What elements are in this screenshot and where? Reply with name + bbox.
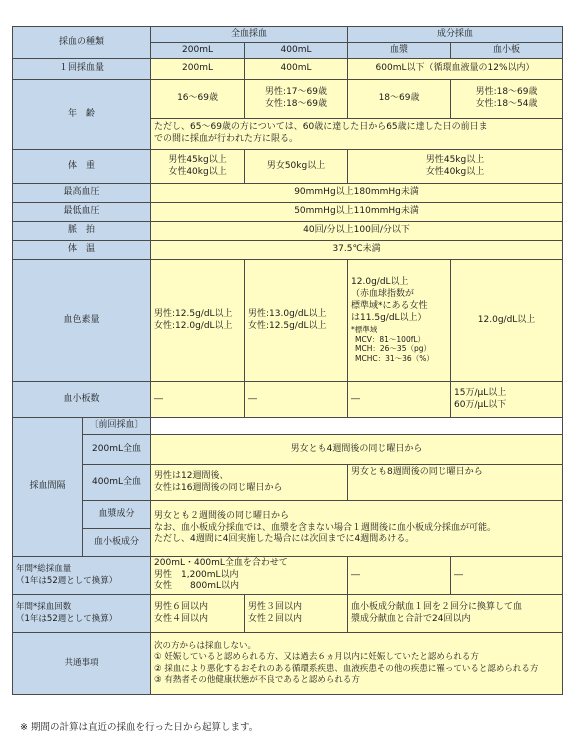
common-value: [151, 633, 563, 695]
hemoglobin-400: [245, 260, 348, 382]
hemoglobin-plasma-line: MCHC：31～36（%）: [355, 354, 434, 363]
hemoglobin-plasma-line: （赤血球指数が: [351, 289, 415, 300]
pulse-value: 40回/分以上100回/分以下: [151, 222, 563, 241]
hemoglobin-400-female: 女性:12.5g/dL以上: [248, 320, 327, 331]
common-line: ② 採血により悪化するおそれのある循環系疾患、血液疾患その他の疾患に罹っていると認められる方: [154, 663, 539, 674]
annual-volume-label-line-2: （1年は52週として換算）: [16, 575, 118, 586]
hemoglobin-plasma-line: *標準域: [351, 324, 378, 334]
hemoglobin-400-male: 男性:13.0g/dL以上: [248, 308, 327, 319]
interval-400-component: 男女とも8週間後の同じ曜日から: [348, 465, 563, 501]
temp-value: 37.5℃未満: [151, 241, 563, 260]
hemoglobin-200-female: 女性:12.0g/dL以上: [154, 320, 233, 331]
weight-component-female: 女性40kg以上: [425, 166, 485, 177]
common-label: 共通事項: [13, 633, 151, 695]
weight-component-male: 男性45kg以上: [425, 154, 485, 165]
hemoglobin-200-male: 男性:12.5g/dL以上: [154, 308, 233, 319]
annual-volume-label: [13, 557, 151, 595]
weight-200-male: 男性45kg以上: [168, 154, 227, 165]
platelet-count-label: 血小板数: [13, 382, 151, 418]
platelet-count-max: 60万/μL以下: [454, 399, 507, 410]
interval-200-label: 200mL全血: [83, 435, 151, 465]
annual-count-200-female: 女性４回以内: [154, 613, 209, 624]
header-component: 成分採血: [348, 27, 563, 43]
hemoglobin-platelet: 12.0g/dL以上: [451, 260, 563, 382]
common-line: ① 妊娠していると認められる方、又は過去６ヵ月以内に妊娠していたと認められる方: [154, 652, 479, 663]
annual-count-200-male: 男性６回以内: [154, 601, 209, 612]
volume-label: １回採血量: [13, 59, 151, 80]
annual-count-label-line-2: （1年は52週として換算）: [16, 613, 118, 624]
annual-volume-line-1: 200mL・400mL全血を合わせて: [154, 557, 288, 568]
header-col-200ml: 200mL: [151, 43, 245, 59]
header-col-platelet: 血小板: [451, 43, 563, 59]
annual-count-400-male: 男性３回以内: [248, 601, 303, 612]
age-200: 16～69歳: [151, 80, 245, 119]
interval-prev-label: 〔前回採血〕: [83, 418, 151, 435]
annual-count-label-line-1: 年間*採血回数: [16, 602, 72, 613]
age-platelet-male: 男性:18～69歳: [475, 87, 538, 98]
age-400-male: 男性:17～69歳: [265, 87, 327, 98]
hemoglobin-plasma: [348, 260, 451, 382]
hemoglobin-label: 血色素量: [13, 260, 151, 382]
common-line: ③ 有熱者その他健康状態が不良であると認められる方: [154, 674, 360, 685]
annual-count-400-female: 女性２回以内: [248, 613, 303, 624]
weight-200-female: 女性40kg以上: [168, 166, 227, 177]
interval-prev-blank: [151, 418, 563, 435]
footnote: ※ 期間の計算は直近の採血を行った日から起算します。: [20, 722, 259, 733]
annual-volume-whole: [151, 557, 348, 595]
weight-200: [151, 150, 245, 184]
interval-label: 採血間隔: [13, 418, 83, 557]
volume-400: 400mL: [245, 59, 348, 80]
annual-count-component: [348, 595, 563, 633]
volume-200: 200mL: [151, 59, 245, 80]
hemoglobin-plasma-line: MCH：26～35（pg）: [355, 344, 431, 354]
systolic-value: 90mmHg以上180mmHg未満: [151, 184, 563, 203]
blood-donation-criteria-table: [12, 26, 563, 695]
hemoglobin-plasma-line: は11.5g/dL以上）: [351, 312, 427, 323]
common-line: 次の方からは採血しない。: [154, 640, 257, 651]
annual-volume-female: 女性 800mL以内: [154, 581, 239, 592]
annual-volume-platelet: ―: [451, 557, 563, 595]
age-400: [245, 80, 348, 119]
interval-component-value: [151, 501, 563, 557]
age-platelet-female: 女性:18～54歳: [475, 99, 538, 109]
annual-count-component-line-2: 漿成分献血と合計で24回以内: [351, 613, 471, 624]
interval-400-female: 女性は16週間後の同じ曜日から: [154, 482, 283, 493]
diastolic-label: 最低血圧: [13, 203, 151, 222]
interval-200-value: 男女とも4週間後の同じ曜日から: [151, 435, 563, 465]
age-400-female: 女性:18～69歳: [265, 99, 327, 109]
annual-count-400: [245, 595, 348, 633]
volume-component: 600mL以下（循環血液量の12%以内）: [348, 59, 563, 80]
interval-400-whole: [151, 465, 348, 501]
hemoglobin-plasma-line: 12.0g/dL以上: [351, 277, 409, 288]
platelet-count-plasma: ―: [348, 382, 451, 418]
hemoglobin-200: [151, 260, 245, 382]
temp-label: 体 温: [13, 241, 151, 260]
interval-400-male: 男性は12週間後、: [154, 470, 229, 481]
annual-volume-plasma: ―: [348, 557, 451, 595]
pulse-label: 脈 拍: [13, 222, 151, 241]
age-plasma: 18～69歳: [348, 80, 451, 119]
hemoglobin-plasma-line: MCV：81～100fL）: [355, 334, 426, 344]
interval-component-line-1: 男女とも２週間後の同じ曜日から: [154, 510, 290, 521]
annual-count-component-line-1: 血小板成分献血１回を２回分に換算して血: [351, 601, 523, 612]
weight-400: 男女50kg以上: [245, 150, 348, 184]
platelet-count-400: ―: [245, 382, 348, 418]
age-note-line-2: での間に採血が行われた方に限る。: [154, 134, 299, 144]
systolic-label: 最高血圧: [13, 184, 151, 203]
age-label: 年 齢: [13, 80, 151, 150]
diastolic-value: 50mmHg以上110mmHg未満: [151, 203, 563, 222]
header-type-label: 採血の種類: [13, 27, 151, 59]
annual-volume-label-line-1: 年間*総採血量: [16, 564, 72, 575]
hemoglobin-plasma-line: 標準域*にある女性: [351, 301, 428, 311]
header-whole-blood: 全血採血: [151, 27, 348, 43]
interval-400-label: 400mL全血: [83, 465, 151, 501]
weight-label: 体 重: [13, 150, 151, 184]
platelet-count-min: 15万/μL以上: [454, 387, 507, 398]
header-col-400ml: 400mL: [245, 43, 348, 59]
annual-count-label: [13, 595, 151, 633]
interval-platelet-label: 血小板成分: [83, 529, 151, 557]
interval-plasma-label: 血漿成分: [83, 501, 151, 529]
age-note-line-1: ただし、65～69歳の方については、60歳に達した日から65歳に達した日の前日ま: [154, 122, 488, 133]
annual-count-200: [151, 595, 245, 633]
age-platelet: [451, 80, 563, 119]
interval-component-line-2: なお、血小板成分採血では、血漿を含まない場合１週間後に血小板成分採血が可能。: [154, 522, 497, 533]
interval-component-line-3: ただし、4週間に4回実施した場合には次回までに4週間あける。: [154, 534, 415, 545]
annual-volume-male: 男性 1,200mL以内: [154, 569, 239, 580]
age-note: [151, 119, 563, 150]
weight-component: [348, 150, 563, 184]
platelet-count-200: ―: [151, 382, 245, 418]
header-col-plasma: 血漿: [348, 43, 451, 59]
platelet-count-platelet: [451, 382, 563, 418]
